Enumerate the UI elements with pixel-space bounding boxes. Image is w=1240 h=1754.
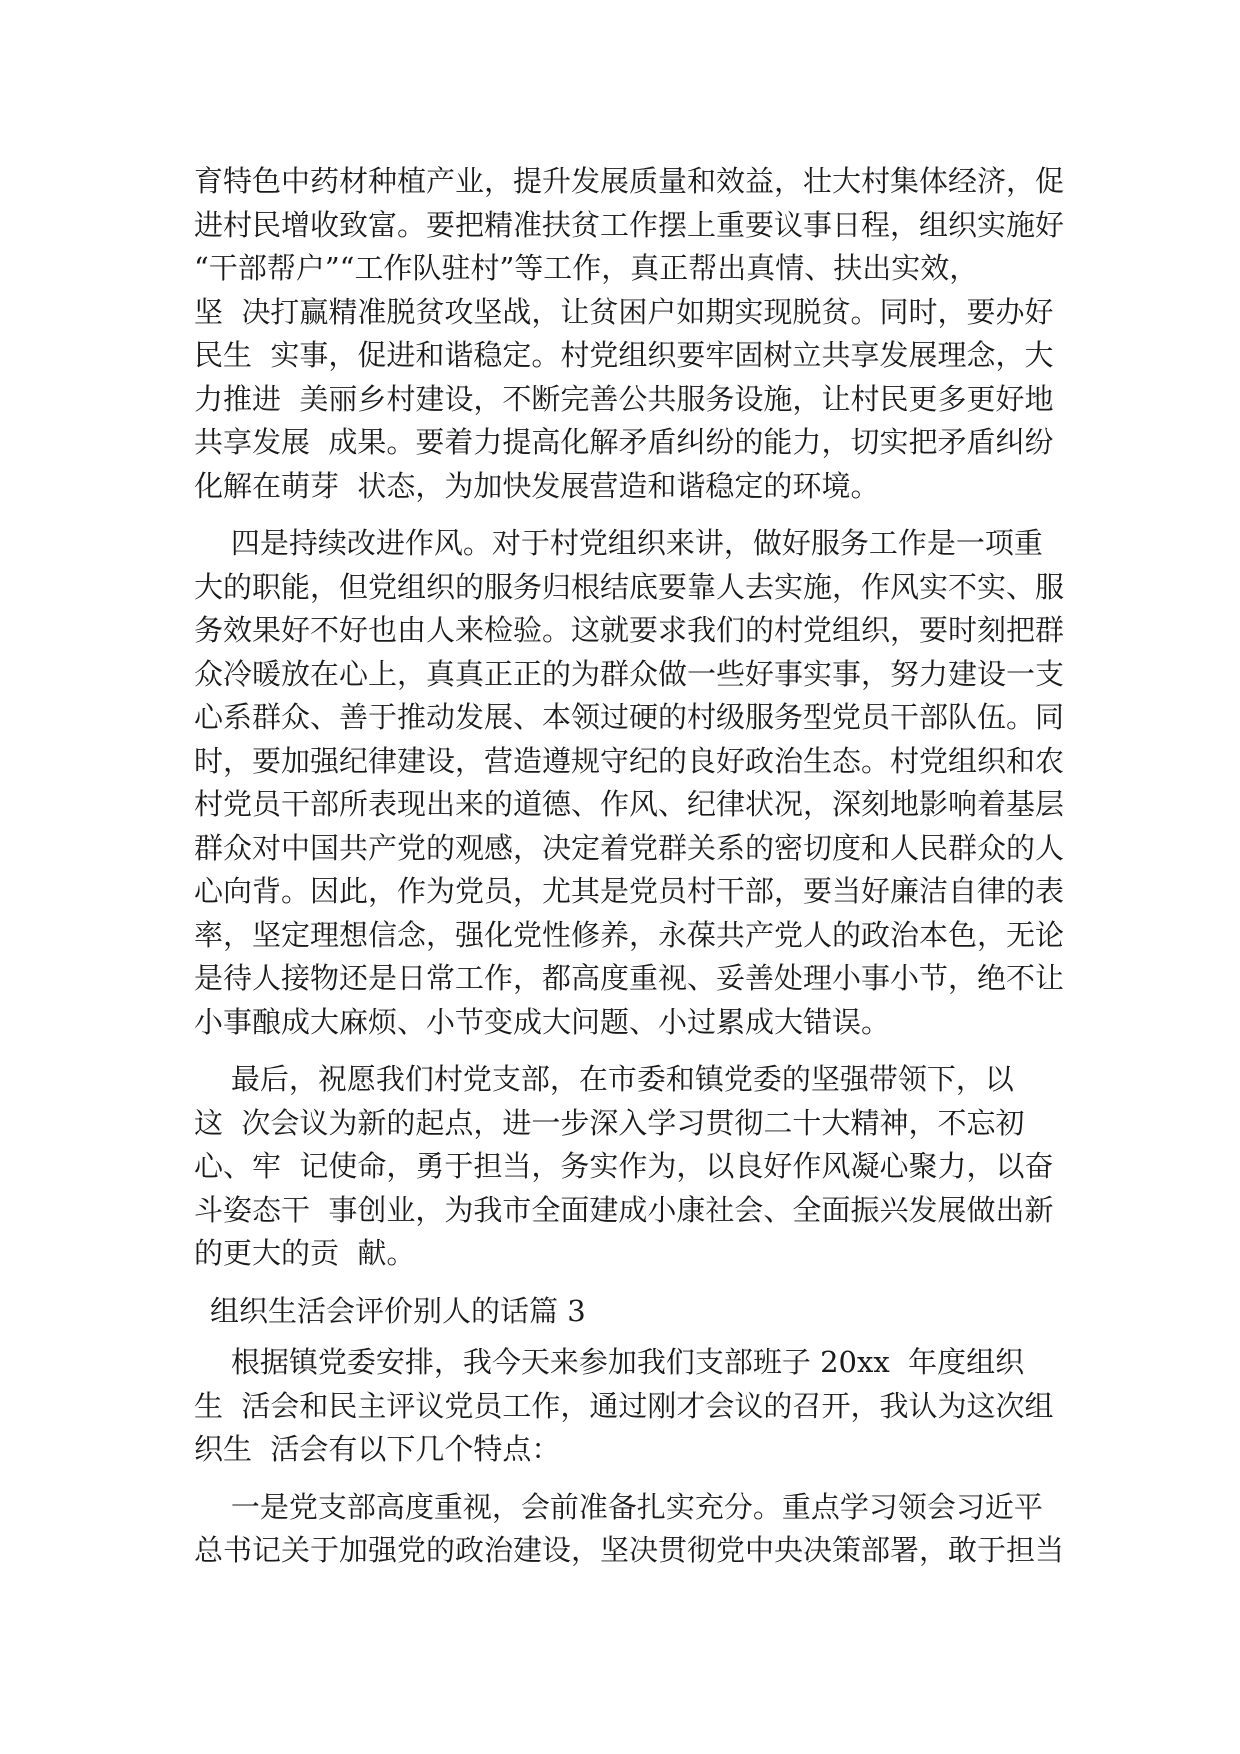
document-body — [194, 160, 1065, 1587]
text-line: 心系群众、善于推动发展、本领过硬的村级服务型党员干部队伍。同 — [194, 700, 1065, 734]
text-line: 心、牢 记使命，勇于担当，务实作为，以良好作风凝心聚力，以奋 — [194, 1149, 1054, 1183]
text-line: 率，坚定理想信念，强化党性修养，永葆共产党人的政治本色，无论 — [194, 917, 1065, 952]
text-line: 化解在萌芽 状态，为加快发展营造和谐稳定的环境。 — [194, 468, 880, 503]
text-line: 时，要加强纪律建设，营造遵规守纪的良好政治生态。村党组织和农 — [194, 743, 1065, 778]
text-line: 根据镇党委安排，我今天来参加我们支部班子 20xx 年度组织 — [194, 1345, 1025, 1379]
text-line: 斗姿态干 事创业，为我市全面建成小康社会、全面振兴发展做出新 — [194, 1192, 1054, 1227]
text-line: 是待人接物还是日常工作，都高度重视、妥善处理小事小节，绝不让 — [194, 961, 1065, 995]
paragraph-work-style — [194, 522, 1065, 1044]
paragraph-closing — [194, 1058, 1054, 1276]
text-line: 共享发展 成果。要着力提高化解矛盾纠纷的能力，切实把矛盾纠纷 — [194, 425, 1054, 459]
section-heading: 组织生活会评价别人的话篇 3 — [210, 1293, 586, 1328]
text-line: 生 活会和民主评议党员工作，通过刚才会议的召开，我认为这次组 — [194, 1388, 1054, 1423]
text-line: 最后，祝愿我们村党支部，在市委和镇党委的坚强带领下，以 — [194, 1062, 1014, 1096]
text-line: 力推进 美丽乡村建设，不断完善公共服务设施，让村民更多更好地 — [194, 381, 1054, 416]
text-line: 小事酿成大麻烦、小节变成大问题、小过累成大错误。 — [194, 1004, 891, 1039]
text-line: 村党员干部所表现出来的道德、作风、纪律状况，深刻地影响着基层 — [194, 787, 1065, 821]
text-line: 这 次会议为新的起点，进一步深入学习贯彻二十大精神，不忘初 — [194, 1105, 1025, 1140]
text-line: 总书记关于加强党的政治建设，坚决贯彻党中央决策部署，敢于担当 — [194, 1533, 1065, 1567]
text-line: 四是持续改进作风。对于村党组织来讲，做好服务工作是一项重 — [194, 526, 1043, 560]
text-line: 务效果好不好也由人来检验。这就要求我们的村党组织，要时刻把群 — [194, 613, 1065, 647]
text-line: 育特色中药材种植产业，提升发展质量和效益，壮大村集体经济，促 — [194, 164, 1065, 198]
text-line: 心向背。因此，作为党员，尤其是党员村干部，要当好廉洁自律的表 — [194, 874, 1065, 908]
text-line: 坚 决打赢精准脱贫攻坚战，让贫困户如期实现脱贫。同时，要办好 — [194, 294, 1054, 329]
text-line: 大的职能，但党组织的服务归根结底要靠人去实施，作风实不实、服 — [194, 569, 1065, 604]
text-line: 进村民增收致富。要把精准扶贫工作摆上重要议事日程，组织实施好 — [194, 207, 1065, 242]
text-line: 织生 活会有以下几个特点： — [194, 1432, 561, 1466]
paragraph-arrangement — [194, 1341, 1054, 1472]
text-line: 一是党支部高度重视，会前准备扎实充分。重点学习领会习近平 — [194, 1489, 1043, 1524]
paragraph-development — [194, 160, 1065, 508]
text-line: 的更大的贡 献。 — [194, 1236, 416, 1270]
paragraph-first-point — [194, 1486, 1065, 1573]
text-line: “干部帮户”“工作队驻村”等工作，真正帮出真情、扶出实效， — [194, 251, 979, 285]
text-line: 民生 实事，促进和谐稳定。村党组织要牢固树立共享发展理念，大 — [194, 338, 1054, 372]
text-line: 众冷暖放在心上，真真正正的为群众做一些好事实事，努力建设一支 — [194, 656, 1065, 691]
text-line: 群众对中国共产党的观感，决定着党群关系的密切度和人民群众的人 — [194, 830, 1065, 865]
